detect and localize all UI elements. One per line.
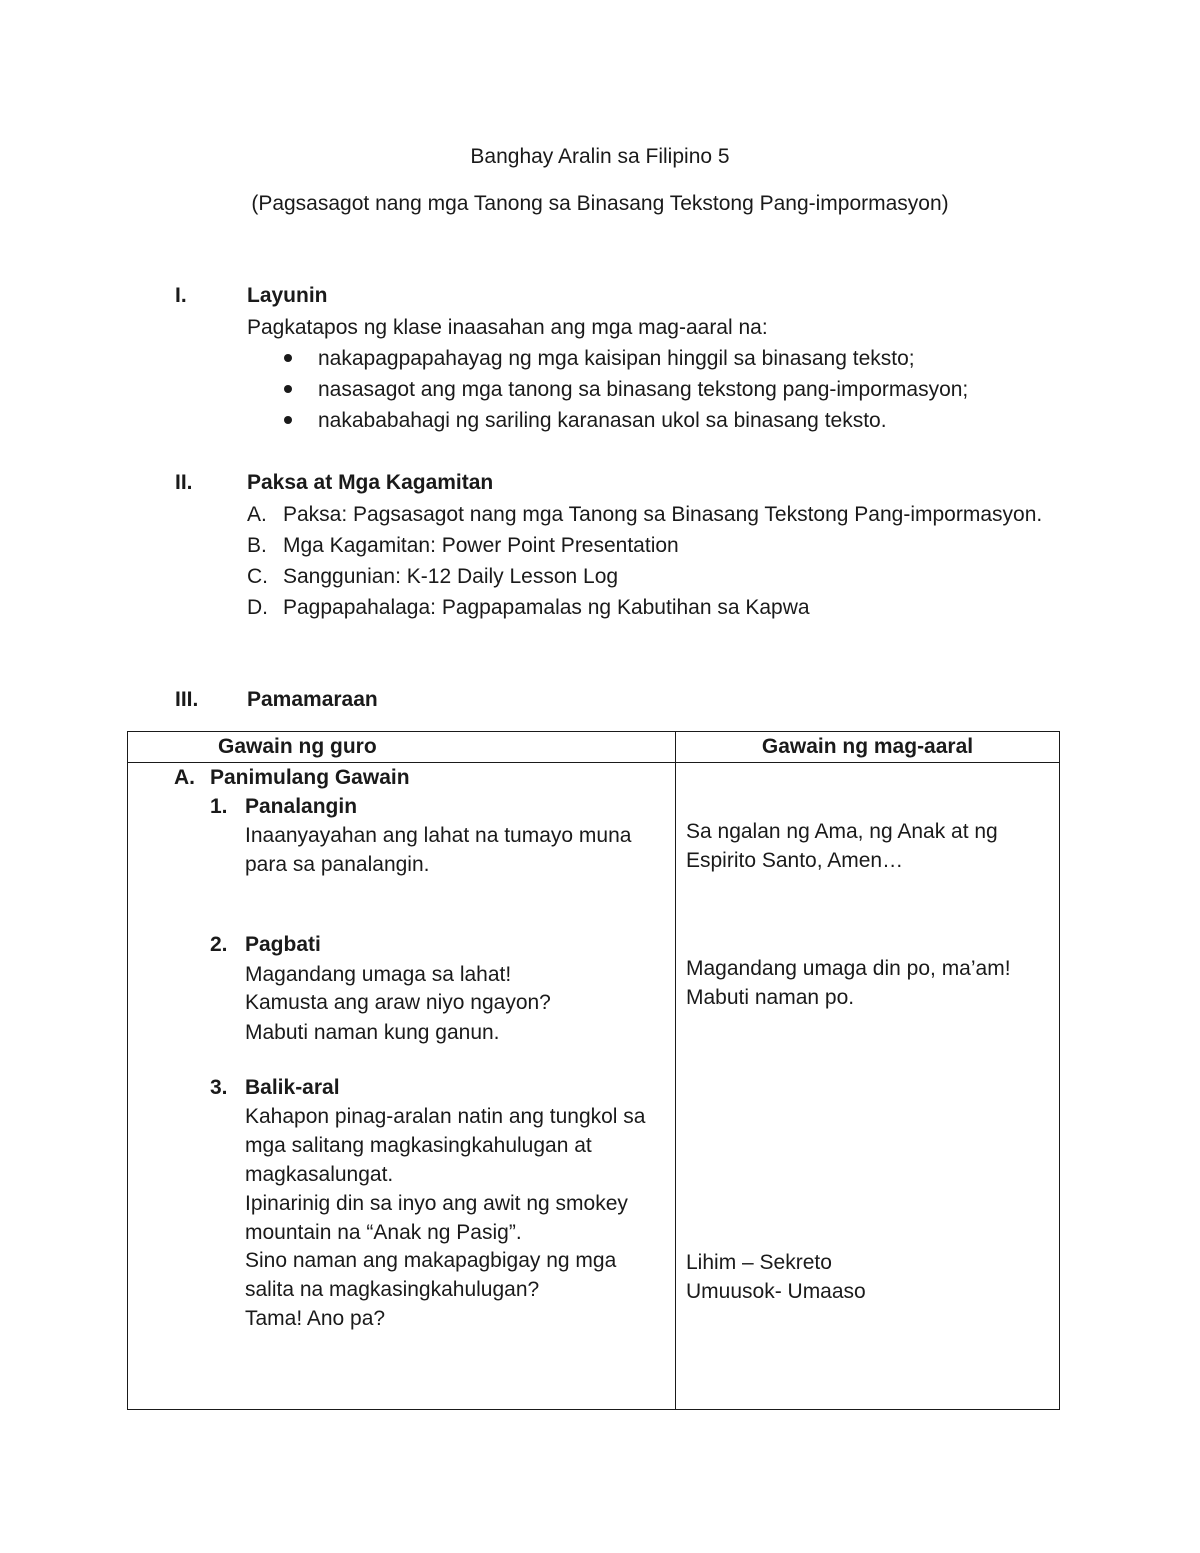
student-activity-cell [676,763,1060,1410]
teacher-column-header: Gawain ng guro [128,732,676,763]
bullet-icon [284,416,292,424]
teacher-line: Kahapon pinag-aralan natin ang tungkol sa [245,1105,646,1128]
student-line: Espirito Santo, Amen… [686,849,904,872]
teacher-line: mga salitang magkasingkahulugan at [245,1134,592,1157]
step-number: 1. [210,795,228,818]
teacher-line: Inaanyayahan ang lahat na tumayo muna [245,824,632,847]
topic-item: Mga Kagamitan: Power Point Presentation [283,534,679,557]
step-title: Panalangin [245,795,358,818]
teacher-line: Kamusta ang araw niyo ngayon? [245,991,551,1014]
teacher-line: magkasalungat. [245,1163,394,1186]
topic-item: Pagpapahalaga: Pagpapamalas ng Kabutihan sa Kapwa [283,596,810,619]
section-3-numeral: III. [175,688,199,711]
section-3-heading: Pamamaraan [247,688,378,711]
teacher-activity-cell [128,763,676,1410]
teacher-line: Tama! Ano pa? [245,1307,386,1330]
student-line: Sa ngalan ng Ama, ng Anak at ng [686,820,998,843]
section-1-numeral: I. [175,284,187,307]
teacher-line: mountain na “Anak ng Pasig”. [245,1221,522,1244]
topic-letter: D. [247,596,268,619]
teacher-line: para sa panalangin. [245,853,430,876]
bullet-icon [284,354,292,362]
teacher-line: salita na magkasingkahulugan? [245,1278,540,1301]
section-2-heading: Paksa at Mga Kagamitan [247,471,494,494]
student-line: Umuusok- Umaaso [686,1280,866,1303]
student-line: Magandang umaga din po, ma’am! [686,957,1011,980]
section-1-heading: Layunin [247,284,328,307]
step-title: Pagbati [245,933,321,956]
objective-item: nasasagot ang mga tanong sa binasang tekstong pang-impormasyon; [318,378,969,401]
table-header-row [128,732,1060,763]
teacher-line: Ipinarinig din sa inyo ang awit ng smokey [245,1192,628,1215]
teacher-line: Magandang umaga sa lahat! [245,963,512,986]
section-1-intro: Pagkatapos ng klase inaasahan ang mga mag-aaral na: [247,316,768,339]
topic-letter: C. [247,565,268,588]
table-row [128,763,1060,1410]
part-letter: A. [174,766,195,789]
step-title: Balik-aral [245,1076,340,1099]
part-title: Panimulang Gawain [210,766,410,789]
step-number: 3. [210,1076,228,1099]
objective-item: nakababahagi ng sariling karanasan ukol sa binasang teksto. [318,409,887,432]
topic-letter: A. [247,503,267,526]
student-column-header: Gawain ng mag-aaral [676,732,1060,763]
section-2-numeral: II. [175,471,193,494]
objective-item: nakapagpapahayag ng mga kaisipan hinggil sa binasang teksto; [318,347,915,370]
student-line: Lihim – Sekreto [686,1251,832,1274]
topic-item: Paksa: Pagsasagot nang mga Tanong sa Binasang Tekstong Pang-impormasyon. [283,503,1043,526]
bullet-icon [284,385,292,393]
teacher-line: Sino naman ang makapagbigay ng mga [245,1249,617,1272]
topic-letter: B. [247,534,267,557]
document-title: Banghay Aralin sa Filipino 5 [470,145,730,168]
step-number: 2. [210,933,228,956]
topic-item: Sanggunian: K-12 Daily Lesson Log [283,565,619,588]
teacher-line: Mabuti naman kung ganun. [245,1021,500,1044]
document-subtitle: (Pagsasagot nang mga Tanong sa Binasang Tekstong Pang-impormasyon) [251,192,949,215]
student-line: Mabuti naman po. [686,986,855,1009]
procedure-table [127,731,1060,1410]
